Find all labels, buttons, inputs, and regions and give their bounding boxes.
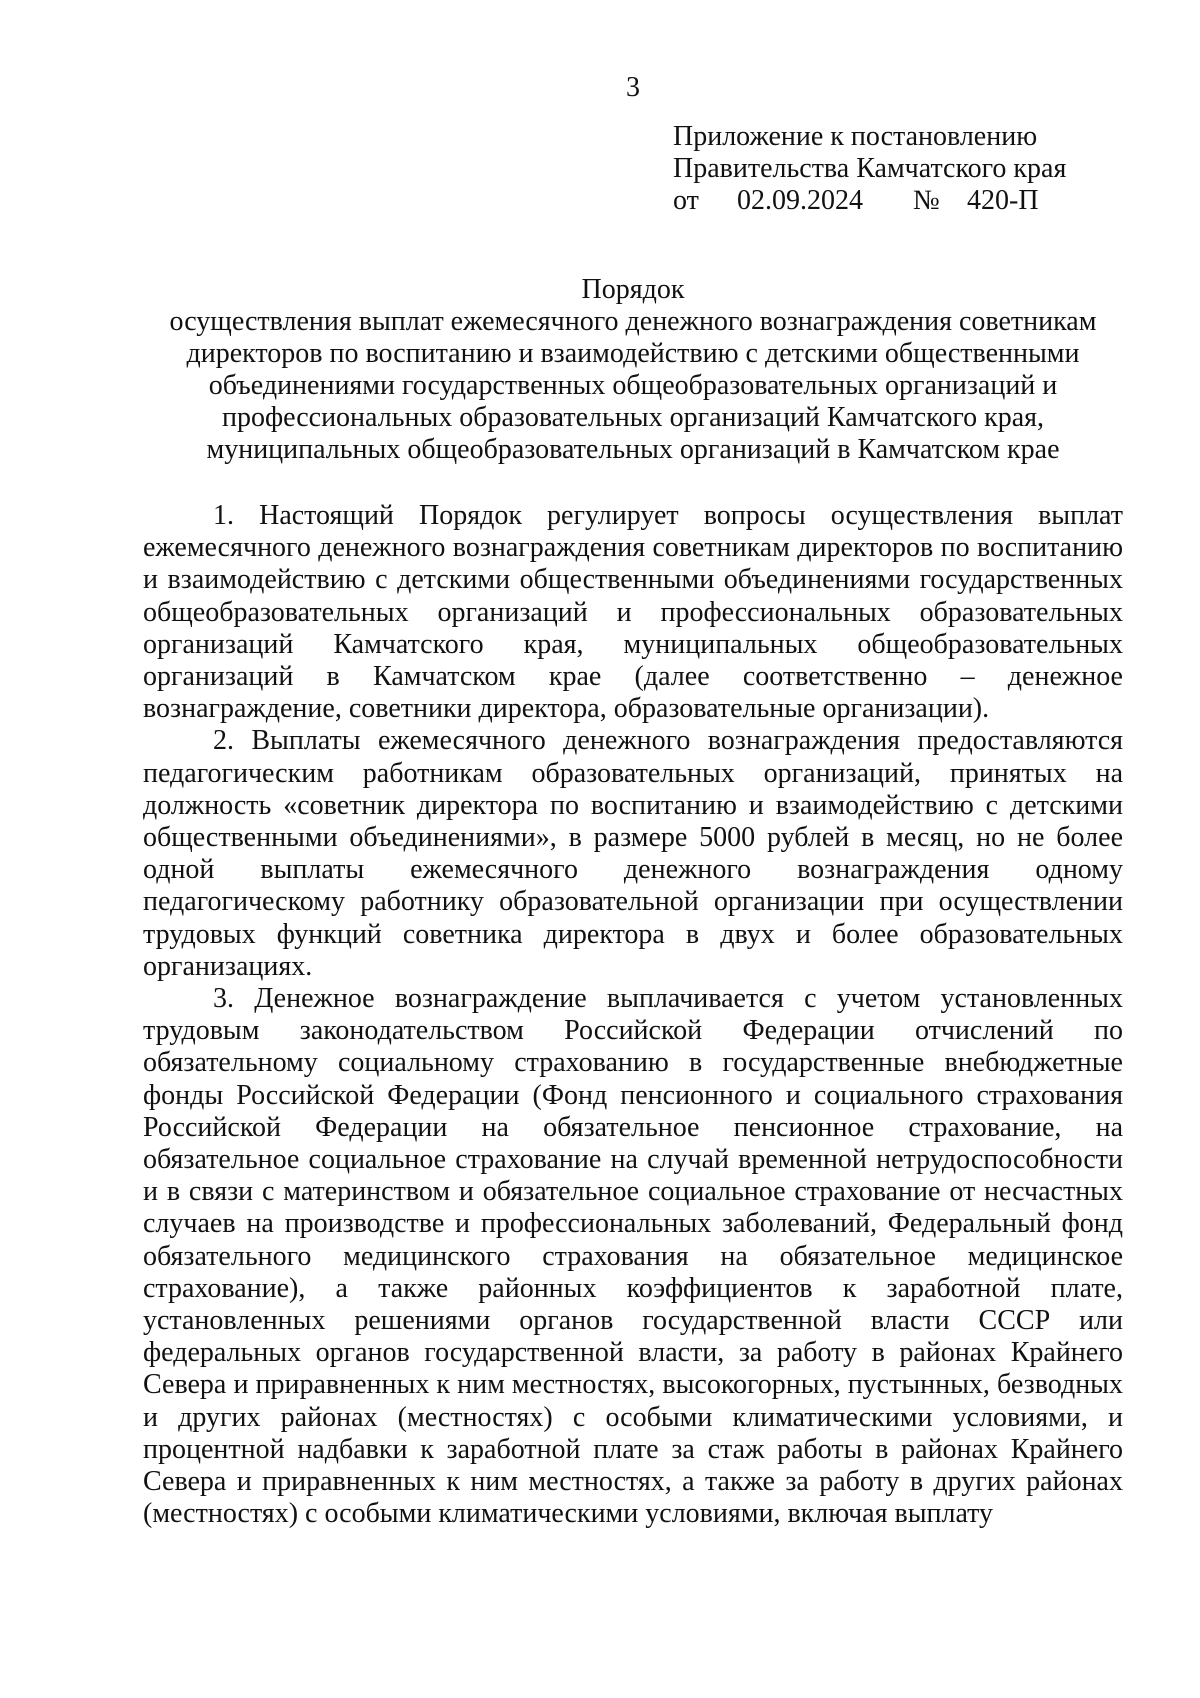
document-title [143,274,1123,466]
title-heading: Порядок [581,274,685,305]
paragraph-1: 1. Настоящий Порядок регулирует вопросы осуществления выплат ежемесячного денежного вознаграждения советникам директоров по воспитанию и взаимодействию с детскими общественными объединениями государственных общеобразовательных организаций и профессиональных образовательных организаций Камчатского края, муниципальных общеобразовательных организаций в Камчатском крае (далее соответственно – денежное вознаграждение, советники директора, образовательные организации). [143,500,1123,725]
title-subheading: осуществления выплат ежемесячного денежного вознаграждения советникам директоров по воспитанию и взаимодействию с детскими общественными объединениями государственных общеобразовательных организаций и профессиональных образовательных организаций Камчатского края, муниципальных общеобразовательных организаций в Камчатском крае [169,306,1097,465]
appendix-number: 420-П [967,185,1039,216]
document-body [143,500,1123,1531]
page-number: 3 [626,72,640,103]
appendix-line-1: Приложение к постановлению [673,121,1038,152]
appendix-line-3 [673,185,1066,217]
appendix-number-sign: № [913,185,940,216]
appendix-header [673,121,1066,217]
appendix-line-2: Правительства Камчатского края [673,153,1067,184]
appendix-from-label: от [673,185,699,216]
paragraph-2: 2. Выплаты ежемесячного денежного вознаграждения предоставляются педагогическим работникам образовательных организаций, принятых на должность «советник директора по воспитанию и взаимодействию с детскими общественными объединениями», в размере 5000 рублей в месяц, но не более одной выплаты ежемесячного денежного вознаграждения одному педагогическому работнику образовательной организации при осуществлении трудовых функций советника директора в двух и более образовательных организациях. [143,725,1123,982]
paragraph-3: 3. Денежное вознаграждение выплачивается с учетом установленных трудовым законодательством Российской Федерации отчислений по обязательному социальному страхованию в государственные внебюджетные фонды Российской Федерации (Фонд пенсионного и социального страхования Российской Федерации на обязательное пенсионное страхование, на обязательное социальное страхование на случай временной нетрудоспособности и в связи с материнством и обязательное социальное страхование от несчастных случаев на производстве и профессиональных заболеваний, Федеральный фонд обязательного медицинского страхования на обязательное медицинское страхование), а также районных коэффициентов к заработной плате, установленных решениями органов государственной власти СССР или федеральных органов государственной власти, за работу в районах Крайнего Севера и приравненных к ним местностях, высокогорных, пустынных, безводных и других районах (местностях) с особыми климатическими условиями, и процентной надбавки к заработной плате за стаж работы в районах Крайнего Севера и приравненных к ним местностях, а также за работу в других районах (местностях) с особыми климатическими условиями, включая выплату [143,983,1123,1530]
appendix-date: 02.09.2024 [737,185,863,216]
